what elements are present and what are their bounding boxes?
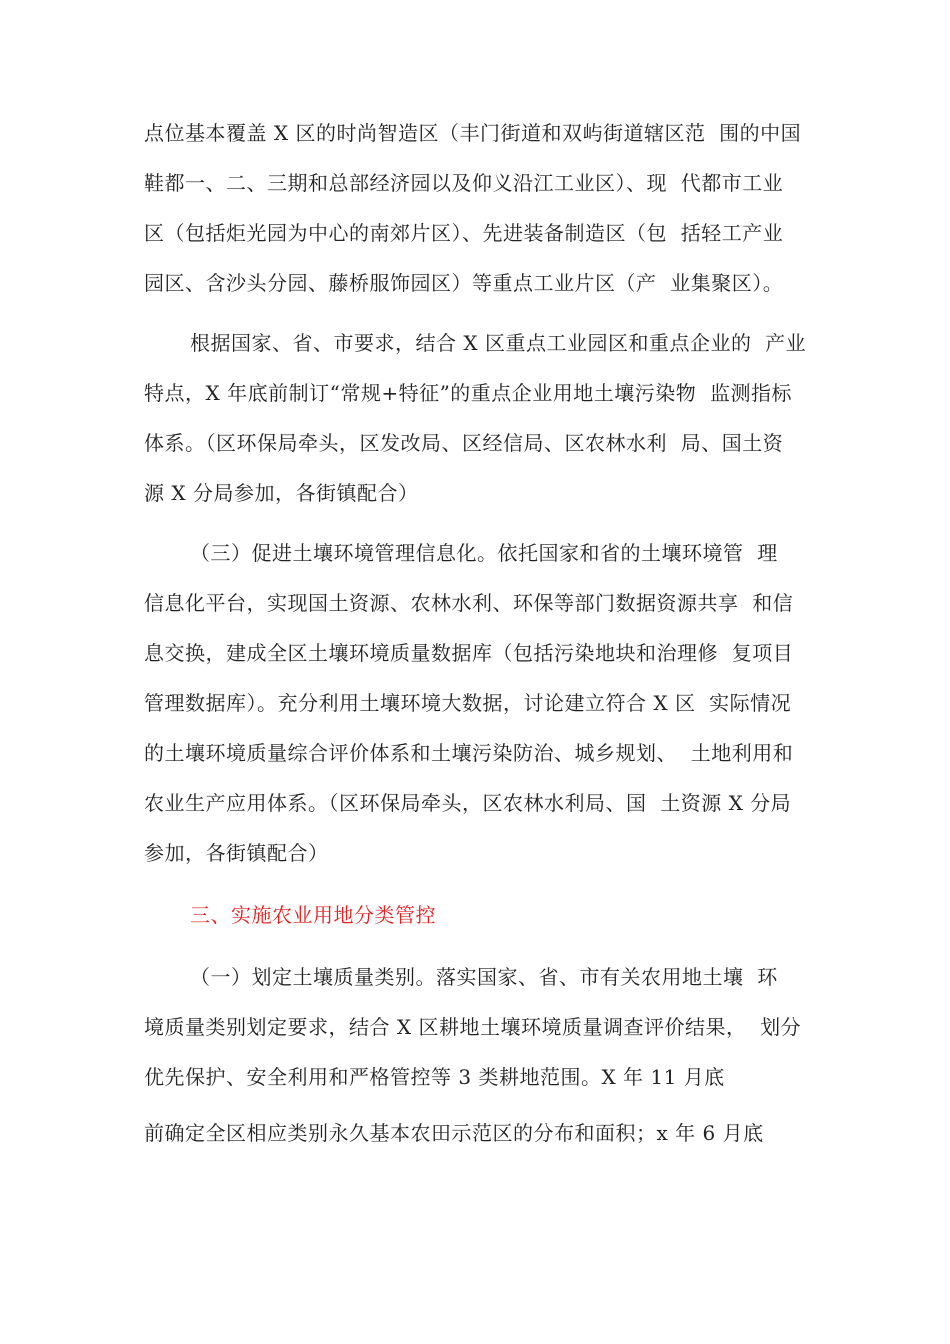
paragraph-3-line-4: 管理数据库）。充分利用土壤环境大数据，讨论建立符合 X 区 实际情况: [144, 691, 792, 715]
paragraph-3-line-6: 农业生产应用体系。（区环保局牵头，区农林水利局、国 土资源 X 分局: [144, 791, 792, 815]
paragraph-3-line-7: 参加，各街镇配合）: [144, 841, 329, 865]
paragraph-3-line-1: （三）促进土壤环境管理信息化。依托国家和省的土壤环境管 理: [190, 541, 778, 565]
paragraph-1-line-4: 园区、含沙头分园、藤桥服饰园区）等重点工业片区（产 业集聚区）。: [144, 271, 784, 295]
paragraph-2-line-1: 根据国家、省、市要求，结合 X 区重点工业园区和重点企业的 产业: [190, 331, 807, 355]
section-heading: 三、实施农业用地分类管控: [190, 903, 436, 927]
paragraph-2-line-2: 特点，X 年底前制订“常规+特征”的重点企业用地土壤污染物 监测指标: [144, 381, 793, 405]
paragraph-4-line-1: （一）划定土壤质量类别。落实国家、省、市有关农用地土壤 环: [190, 965, 778, 989]
paragraph-4-line-3: 优先保护、安全利用和严格管控等 3 类耕地范围。X 年 11 月底: [144, 1065, 725, 1089]
paragraph-1-line-1: 点位基本覆盖 X 区的时尚智造区（丰门街道和双屿街道辖区范 围的中国: [144, 121, 802, 145]
paragraph-1-line-3: 区（包括炬光园为中心的南郊片区）、先进装备制造区（包 括轻工产业: [144, 221, 784, 245]
paragraph-4-line-2: 境质量类别划定要求，结合 X 区耕地土壤环境质量调查评价结果， 划分: [144, 1015, 802, 1039]
paragraph-2-line-3: 体系。（区环保局牵头，区发改局、区经信局、区农林水利 局、国土资: [144, 431, 784, 455]
paragraph-2-line-4: 源 X 分局参加，各街镇配合）: [144, 481, 419, 505]
paragraph-1-line-2: 鞋都一、二、三期和总部经济园以及仰义沿江工业区）、现 代都市工业: [144, 171, 784, 195]
paragraph-3-line-5: 的土壤环境质量综合评价体系和土壤污染防治、城乡规划、 土地利用和: [144, 741, 794, 765]
paragraph-3-line-2: 信息化平台，实现国土资源、农林水利、环保等部门数据资源共享 和信: [144, 591, 794, 615]
paragraph-3-line-3: 息交换，建成全区土壤环境质量数据库（包括污染地块和治理修 复项目: [144, 641, 794, 665]
paragraph-5-line-1: 前确定全区相应类别永久基本农田示范区的分布和面积；x 年 6 月底: [144, 1121, 764, 1145]
